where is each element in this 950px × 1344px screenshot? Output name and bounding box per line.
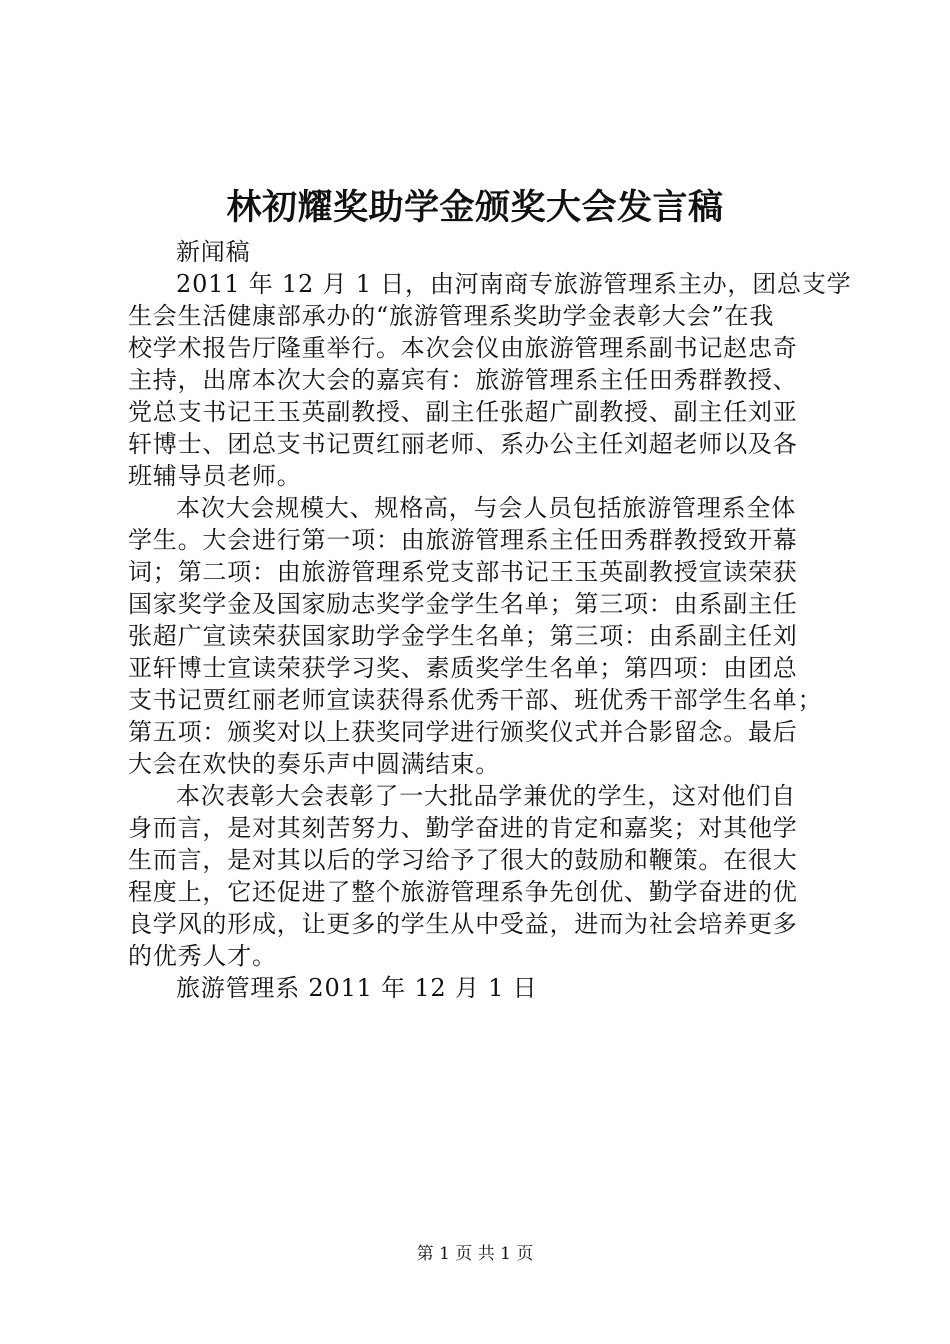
paragraph-2-line-7: 支书记贾红丽老师宣读获得系优秀干部、班优秀干部学生名单；: [128, 686, 823, 714]
paragraph-1-line-5: 党总支书记王玉英副教授、副主任张超广副教授、副主任刘亚: [128, 398, 798, 426]
paragraph-1-line-3: 校学术报告厅隆重举行。本次会仪由旅游管理系副书记赵忠奇: [128, 334, 798, 362]
document-body: [128, 236, 852, 1004]
paragraph-1: [128, 268, 852, 492]
paragraph-1-line-2: 生会生活健康部承办的“旅游管理系奖助学金表彰大会”在我: [128, 302, 775, 330]
paragraph-3-line-3: 生而言，是对其以后的学习给予了很大的鼓励和鞭策。在很大: [128, 846, 798, 874]
paragraph-2-line-2: 学生。大会进行第一项：由旅游管理系主任田秀群教授致开幕: [128, 526, 798, 554]
paragraph-2-line-6: 亚轩博士宣读荣获学习奖、素质奖学生名单；第四项：由团总: [128, 654, 798, 682]
page-footer: 第 1 页 共 1 页: [416, 1244, 534, 1264]
paragraph-3-line-4: 程度上，它还促进了整个旅游管理系争先创优、勤学奋进的优: [128, 878, 798, 906]
paragraph-1-line-6: 轩博士、团总支书记贾红丽老师、系办公主任刘超老师以及各: [128, 430, 798, 458]
paragraph-1-line-4: 主持，出席本次大会的嘉宾有：旅游管理系主任田秀群教授、: [128, 366, 798, 394]
paragraph-1-line-7: 班辅导员老师。: [128, 462, 302, 490]
paragraph-3: [128, 780, 852, 972]
signature-line: 旅游管理系 2011 年 12 月 1 日: [176, 974, 538, 1002]
paragraph-2-line-1: 本次大会规模大、规格高，与会人员包括旅游管理系全体: [176, 494, 796, 522]
paragraph-3-line-5: 良学风的形成，让更多的学生从中受益，进而为社会培养更多: [128, 910, 798, 938]
category-label: 新闻稿: [176, 238, 251, 266]
paragraph-3-line-6: 的优秀人才。: [128, 942, 277, 970]
paragraph-3-line-1: 本次表彰大会表彰了一大批品学兼优的学生，这对他们自: [176, 782, 796, 810]
paragraph-2-line-3: 词；第二项：由旅游管理系党支部书记王玉英副教授宣读荣获: [128, 558, 798, 586]
paragraph-2-line-9: 大会在欢快的奏乐声中圆满结束。: [128, 750, 500, 778]
paragraph-2: [128, 492, 852, 780]
document-title: 林初耀奖助学金颁奖大会发言稿: [226, 187, 724, 228]
paragraph-1-line-1: 2011 年 12 月 1 日，由河南商专旅游管理系主办，团总支学: [176, 270, 852, 298]
paragraph-2-line-4: 国家奖学金及国家励志奖学金学生名单；第三项：由系副主任: [128, 590, 798, 618]
paragraph-2-line-5: 张超广宣读荣获国家助学金学生名单；第三项：由系副主任刘: [128, 622, 798, 650]
paragraph-3-line-2: 身而言，是对其刻苦努力、勤学奋进的肯定和嘉奖；对其他学: [128, 814, 798, 842]
paragraph-2-line-8: 第五项：颁奖对以上获奖同学进行颁奖仪式并合影留念。最后: [128, 718, 798, 746]
